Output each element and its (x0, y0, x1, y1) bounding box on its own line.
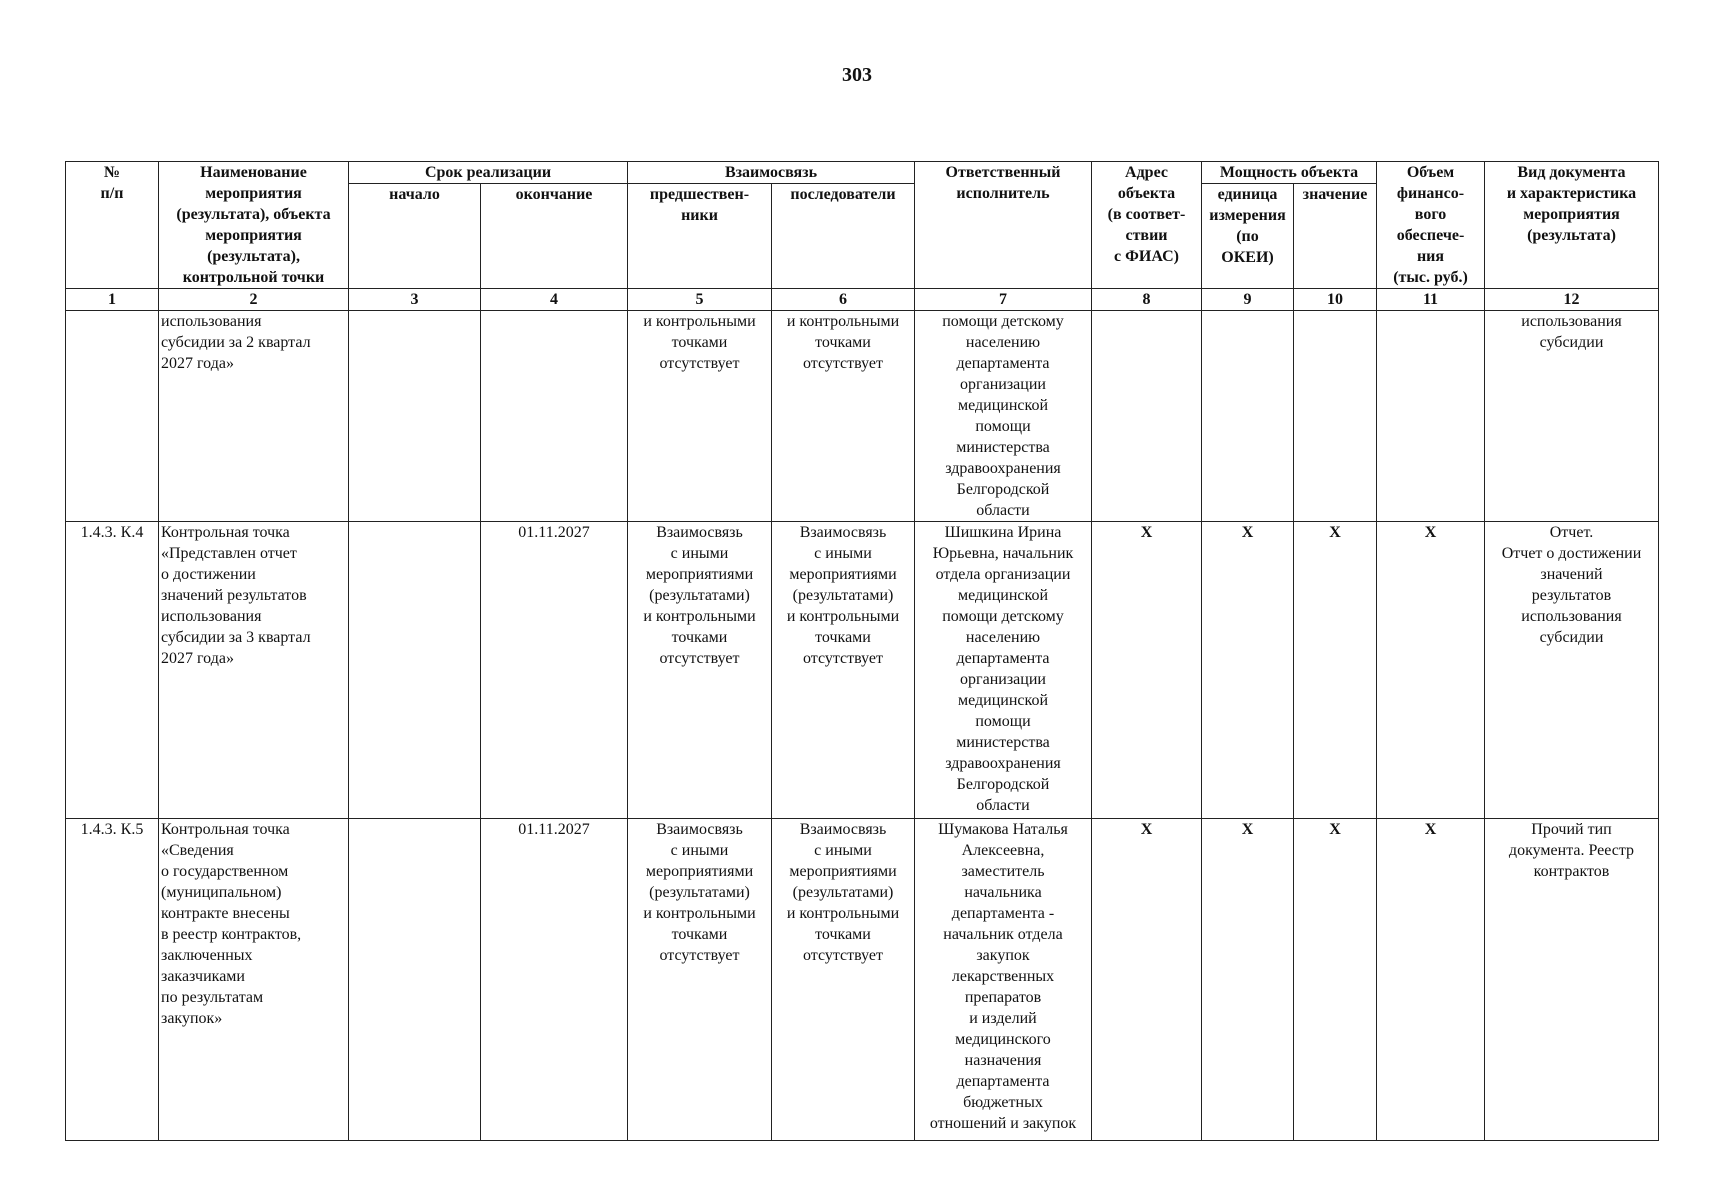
row-end: 01.11.2027 (481, 819, 628, 1141)
row-number: 1.4.3. К.4 (66, 522, 159, 819)
column-number-row (66, 289, 1659, 311)
row-responsible: Шишкина Ирина Юрьевна, начальник отдела организации медицинской помощи детскому населению департамента организации медицинской помощи министерства здравоохранения Белгородской области (915, 522, 1092, 819)
row-document: Прочий тип документа. Реестр контрактов (1485, 819, 1659, 1141)
header-period: Срок реализации (349, 162, 628, 184)
row-successors: Взаимосвязь с иными мероприятиями (результатами) и контрольными точками отсутствует (772, 522, 915, 819)
header-responsible: Ответственный исполнитель (915, 162, 1092, 289)
header-unit: единица измерения (по ОКЕИ) (1202, 184, 1294, 289)
header-link: Взаимосвязь (628, 162, 915, 184)
row-end (481, 311, 628, 522)
row-end: 01.11.2027 (481, 522, 628, 819)
header-document: Вид документа и характеристика мероприятия (результата) (1485, 162, 1659, 289)
row-successors: Взаимосвязь с иными мероприятиями (результатами) и контрольными точками отсутствует (772, 819, 915, 1141)
column-number: 10 (1294, 289, 1377, 311)
row-number: 1.4.3. К.5 (66, 819, 159, 1141)
header-successors: последователи (772, 184, 915, 289)
row-predecessors: Взаимосвязь с иными мероприятиями (результатами) и контрольными точками отсутствует (628, 522, 772, 819)
row-name: использования субсидии за 2 квартал 2027 года» (159, 311, 349, 522)
table-row (66, 819, 1659, 1141)
row-address: X (1092, 522, 1202, 819)
row-name: Контрольная точка «Представлен отчет о достижении значений результатов использования субсидии за 3 квартал 2027 года» (159, 522, 349, 819)
header-num: № п/п (66, 162, 159, 289)
row-unit: X (1202, 819, 1294, 1141)
row-responsible: помощи детскому населению департамента организации медицинской помощи министерства здравоохранения Белгородской области (915, 311, 1092, 522)
row-unit (1202, 311, 1294, 522)
row-predecessors: Взаимосвязь с иными мероприятиями (результатами) и контрольными точками отсутствует (628, 819, 772, 1141)
row-finance (1377, 311, 1485, 522)
row-name: Контрольная точка «Сведения о государственном (муниципальном) контракте внесены в реестр контрактов, заключенных заказчиками по результатам закупок» (159, 819, 349, 1141)
row-address (1092, 311, 1202, 522)
header-name: Наименование мероприятия (результата), объекта мероприятия (результата), контрольной точки (159, 162, 349, 289)
column-number: 1 (66, 289, 159, 311)
column-number: 4 (481, 289, 628, 311)
column-number: 3 (349, 289, 481, 311)
header-value: значение (1294, 184, 1377, 289)
column-number: 5 (628, 289, 772, 311)
row-value: X (1294, 522, 1377, 819)
row-start (349, 522, 481, 819)
header-capacity: Мощность объекта (1202, 162, 1377, 184)
row-responsible: Шумакова Наталья Алексеевна, заместитель начальника департамента - начальник отдела закупок лекарственных препаратов и изделий медицинского назначения департамента бюджетных отношений и закупок (915, 819, 1092, 1141)
header-end: окончание (481, 184, 628, 289)
row-finance: X (1377, 819, 1485, 1141)
header-row-1 (66, 162, 1659, 184)
column-number: 8 (1092, 289, 1202, 311)
column-number: 6 (772, 289, 915, 311)
row-number (66, 311, 159, 522)
column-number: 2 (159, 289, 349, 311)
page-number: 303 (842, 64, 872, 86)
row-successors: и контрольными точками отсутствует (772, 311, 915, 522)
row-value: X (1294, 819, 1377, 1141)
row-unit: X (1202, 522, 1294, 819)
column-number: 11 (1377, 289, 1485, 311)
table-row (66, 522, 1659, 819)
row-address: X (1092, 819, 1202, 1141)
table-row (66, 311, 1659, 522)
plan-table (65, 161, 1659, 1141)
header-predecessors: предшествен- ники (628, 184, 772, 289)
column-number: 7 (915, 289, 1092, 311)
row-predecessors: и контрольными точками отсутствует (628, 311, 772, 522)
row-document: Отчет. Отчет о достижении значений результатов использования субсидии (1485, 522, 1659, 819)
row-document: использования субсидии (1485, 311, 1659, 522)
row-start (349, 311, 481, 522)
column-number: 12 (1485, 289, 1659, 311)
header-start: начало (349, 184, 481, 289)
header-address: Адрес объекта (в соответ- ствии с ФИАС) (1092, 162, 1202, 289)
row-finance: X (1377, 522, 1485, 819)
row-start (349, 819, 481, 1141)
row-value (1294, 311, 1377, 522)
column-number: 9 (1202, 289, 1294, 311)
header-finance: Объем финансо- вого обеспече- ния (тыс. руб.) (1377, 162, 1485, 289)
